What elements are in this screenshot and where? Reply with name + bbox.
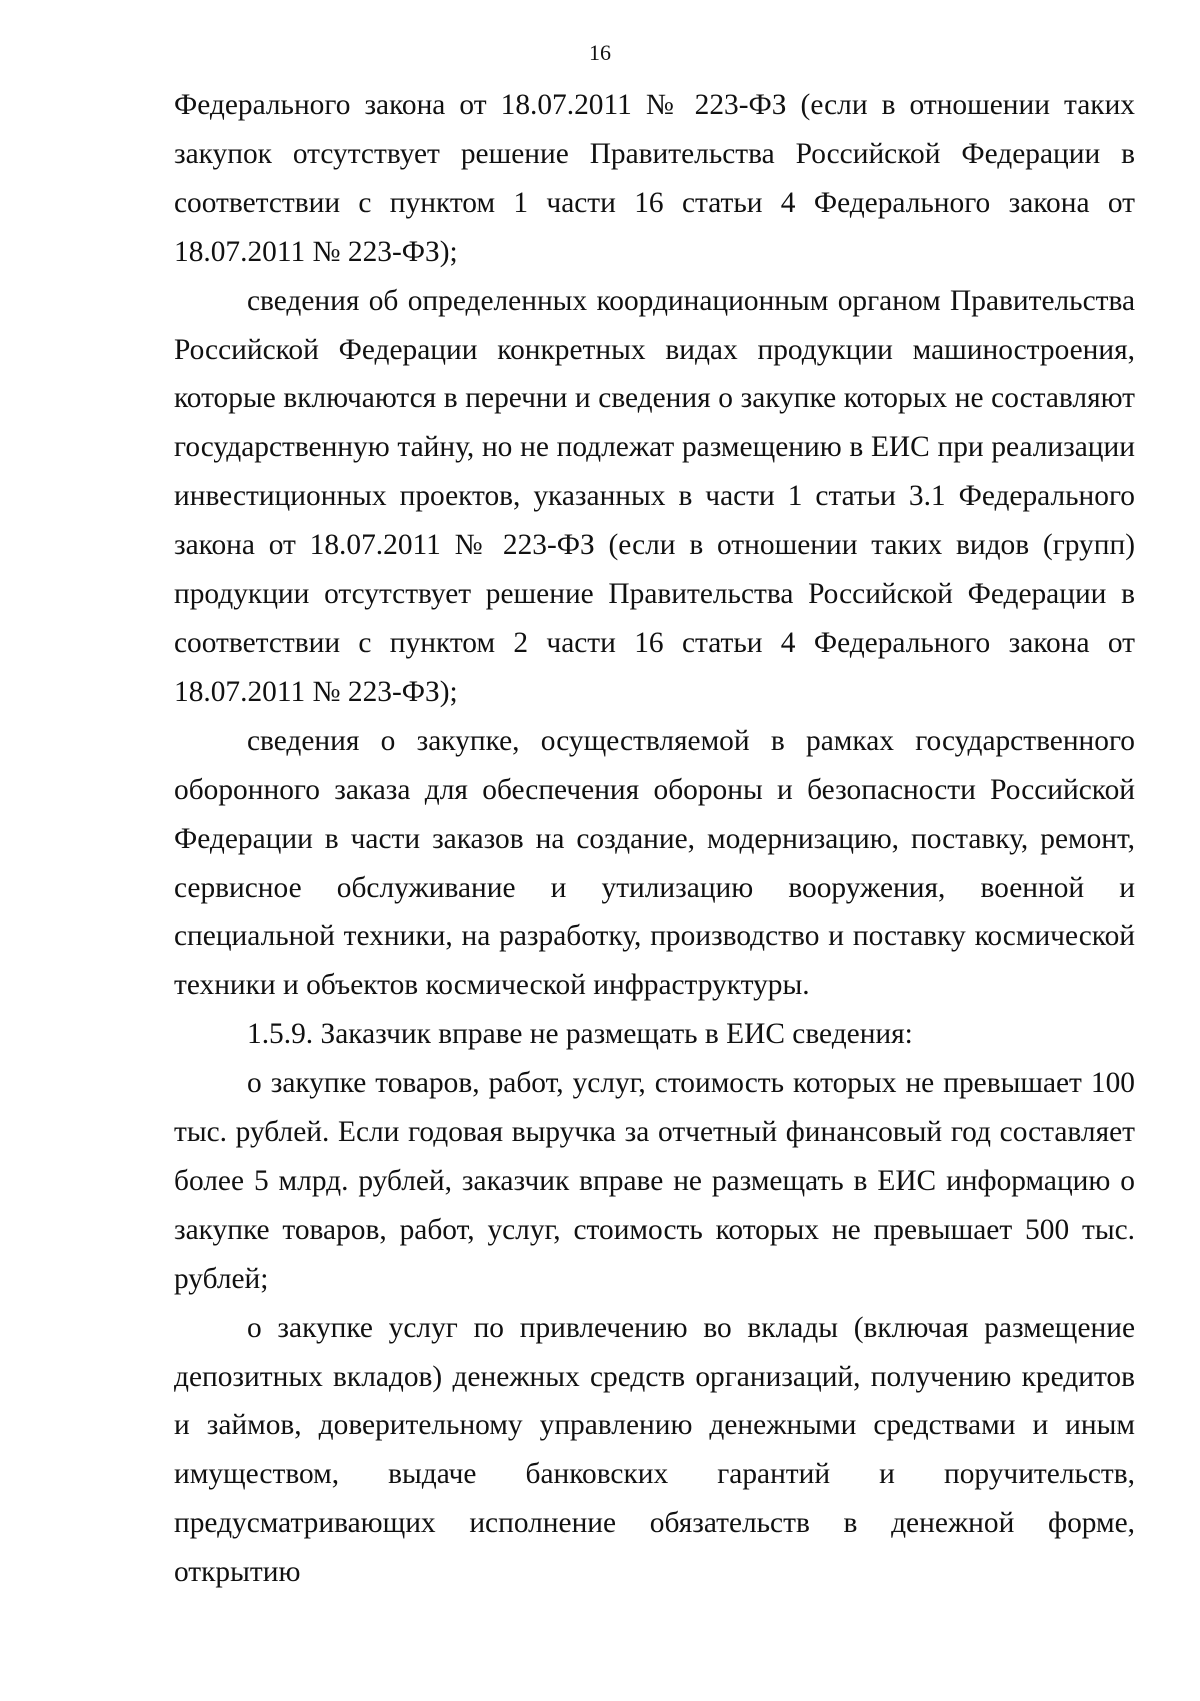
paragraph-p3: сведения о закупке, осуществляемой в рамках государственного оборонного заказа для обеспечения обороны и безопасности Российской Федерации в части заказов на создание, модернизацию, поставку, ремонт, сервисное обслуживание и утилизацию вооружения, военной и специальной техники, на разработку, производство и поставку космической техники и объектов космической инфраструктуры. — [174, 724, 1135, 1002]
paragraph-p5: о закупке товаров, работ, услуг, стоимость которых не превышает 100 тыс. рублей. Если годовая выручка за отчетный финансовый год составляет более 5 млрд. рублей, заказчик вправе не размещать в ЕИС информацию о закупке товаров, работ, услуг, стоимость которых не превышает 500 тыс. рублей; — [174, 1067, 1135, 1295]
paragraph-p2: сведения об определенных координационным органом Правительства Российской Федерации конкретных видах продукции машиностроения, которые включаются в перечни и сведения о закупке которых не составляют государственную тайну, но не подлежат размещению в ЕИС при реализации инвестиционных проектов, указанных в части 1 статьи 3.1 Федерального закона от 18.07.2011 № 223-ФЗ (если в отношении таких видов (групп) продукции отсутствует решение Правительства Российской Федерации в соответствии с пунктом 2 части 16 статьи 4 Федерального закона от 18.07.2011 № 223-ФЗ); — [174, 284, 1135, 708]
paragraph-p6: о закупке услуг по привлечению во вклады (включая размещение депозитных вкладов) денежных средств организаций, получению кредитов и займов, доверительному управлению денежными средствами и иным имуществом, выдаче банковских гарантий и поручительств, предусматривающих исполнение обязательств в денежной форме, открытию — [174, 1311, 1135, 1589]
page-number: 16 — [589, 40, 611, 65]
paragraph-p1: Федерального закона от 18.07.2011 № 223-ФЗ (если в отношении таких закупок отсутствует решение Правительства Российской Федерации в соответствии с пунктом 1 части 16 статьи 4 Федерального закона от 18.07.2011 № 223-ФЗ); — [174, 89, 1135, 268]
document-body — [174, 81, 1135, 1597]
paragraph-p4: 1.5.9. Заказчик вправе не размещать в ЕИС сведения: — [247, 1018, 913, 1051]
